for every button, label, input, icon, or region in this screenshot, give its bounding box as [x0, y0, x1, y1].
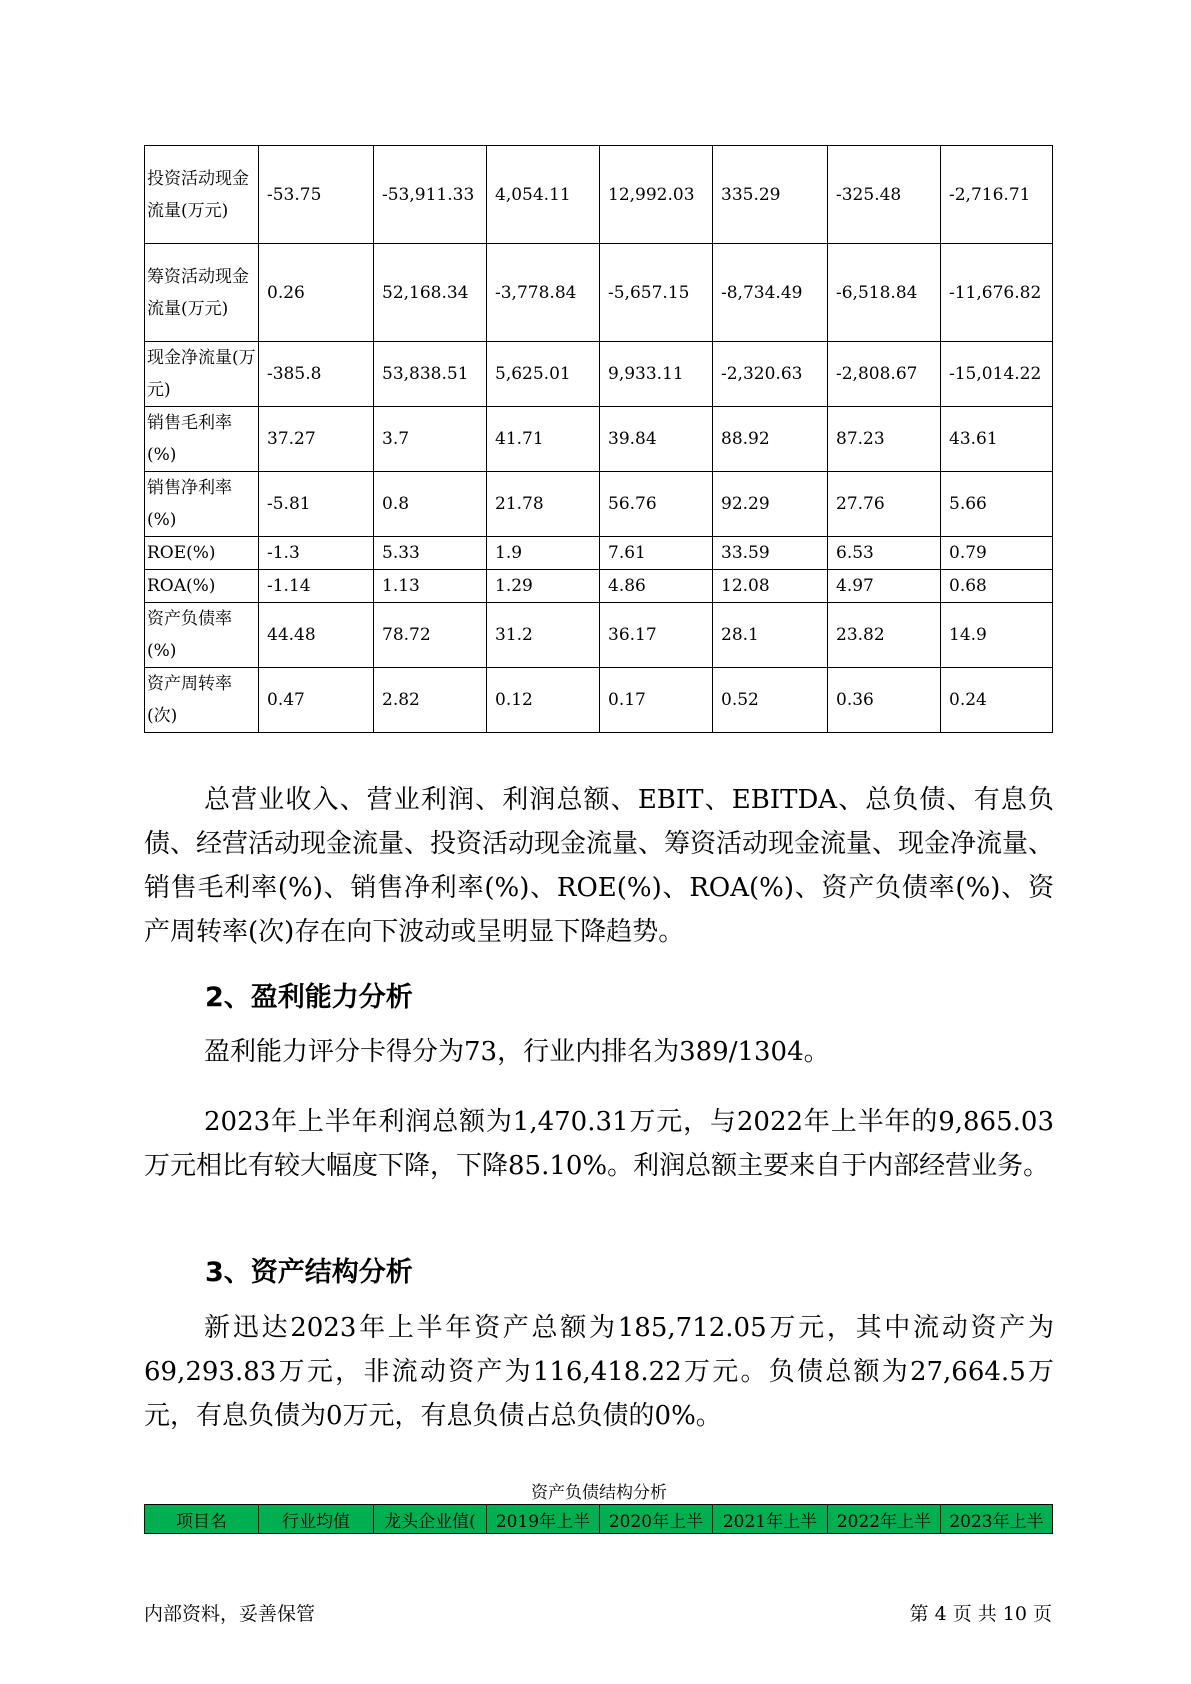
- table-row: [145, 146, 1053, 244]
- cell: -53,911.33: [374, 146, 487, 244]
- cell: -5.81: [259, 472, 374, 537]
- profit-total-paragraph: 2023年上半年利润总额为1,470.31万元，与2022年上半年的9,865.03万元相比有较大幅度下降，下降85.10%。利润总额主要来自于内部经营业务。: [144, 1107, 1054, 1181]
- table-row: [145, 472, 1053, 537]
- table-row: [145, 407, 1053, 472]
- cell: 78.72: [374, 603, 487, 668]
- trend-paragraph: 总营业收入、营业利润、利润总额、EBIT、EBITDA、总负债、有息负债、经营活动现金流量、投资活动现金流量、筹资活动现金流量、现金净流量、销售毛利率(%)、销售净利率(%)、ROE(%)、ROA(%)、资产负债率(%)、资产周转率(次)存在向下波动或呈明显下降趋势。: [144, 785, 1055, 947]
- column-header: 2021年上半: [713, 1505, 828, 1534]
- column-header: 龙头企业值(: [374, 1505, 487, 1534]
- section-heading-asset-structure: 3、资产结构分析: [205, 1257, 413, 1288]
- financial-indicators-table: [144, 145, 1053, 733]
- row-label: 资产负债率(%): [145, 603, 259, 668]
- row-label: 筹资活动现金流量(万元): [145, 244, 259, 342]
- cell: 335.29: [713, 146, 828, 244]
- row-label: ROA(%): [145, 570, 259, 603]
- table-row: [145, 603, 1053, 668]
- cell: -5,657.15: [600, 244, 713, 342]
- cell: -2,716.71: [941, 146, 1053, 244]
- cell: 1.9: [487, 537, 600, 570]
- cell: -2,808.67: [828, 342, 941, 407]
- cell: 33.59: [713, 537, 828, 570]
- row-label: 资产周转率(次): [145, 668, 259, 733]
- table-header-row: [145, 1505, 1053, 1534]
- cell: 31.2: [487, 603, 600, 668]
- cell: 9,933.11: [600, 342, 713, 407]
- cell: -3,778.84: [487, 244, 600, 342]
- cell: 41.71: [487, 407, 600, 472]
- row-label: 销售净利率(%): [145, 472, 259, 537]
- table-row: [145, 570, 1053, 603]
- cell: 0.26: [259, 244, 374, 342]
- column-header: 2020年上半: [600, 1505, 713, 1534]
- column-header: 2023年上半: [941, 1505, 1053, 1534]
- section-heading-profitability: 2、盈利能力分析: [205, 982, 413, 1013]
- cell: 12,992.03: [600, 146, 713, 244]
- cell: -1.14: [259, 570, 374, 603]
- cell: 44.48: [259, 603, 374, 668]
- cell: 53,838.51: [374, 342, 487, 407]
- cell: 87.23: [828, 407, 941, 472]
- cell: 23.82: [828, 603, 941, 668]
- cell: 0.79: [941, 537, 1053, 570]
- cell: -8,734.49: [713, 244, 828, 342]
- cell: 4,054.11: [487, 146, 600, 244]
- table-row: [145, 537, 1053, 570]
- row-label: ROE(%): [145, 537, 259, 570]
- cell: 1.13: [374, 570, 487, 603]
- cell: 14.9: [941, 603, 1053, 668]
- cell: 0.8: [374, 472, 487, 537]
- cell: 0.68: [941, 570, 1053, 603]
- cell: 56.76: [600, 472, 713, 537]
- cell: 36.17: [600, 603, 713, 668]
- cell: 0.17: [600, 668, 713, 733]
- table-caption: 资产负债结构分析: [531, 1483, 667, 1503]
- cell: 0.36: [828, 668, 941, 733]
- column-header: 2019年上半: [487, 1505, 600, 1534]
- cell: 4.86: [600, 570, 713, 603]
- row-label: 投资活动现金流量(万元): [145, 146, 259, 244]
- cell: 0.47: [259, 668, 374, 733]
- cell: 7.61: [600, 537, 713, 570]
- cell: 21.78: [487, 472, 600, 537]
- cell: -6,518.84: [828, 244, 941, 342]
- cell: 28.1: [713, 603, 828, 668]
- cell: 27.76: [828, 472, 941, 537]
- footer-page-number: 第 4 页 共 10 页: [909, 1603, 1052, 1625]
- cell: -1.3: [259, 537, 374, 570]
- table-row: [145, 342, 1053, 407]
- balance-sheet-structure-table: [144, 1504, 1053, 1534]
- table-row: [145, 244, 1053, 342]
- cell: 5,625.01: [487, 342, 600, 407]
- cell: 4.97: [828, 570, 941, 603]
- cell: 43.61: [941, 407, 1053, 472]
- cell: 92.29: [713, 472, 828, 537]
- cell: 39.84: [600, 407, 713, 472]
- cell: 0.24: [941, 668, 1053, 733]
- cell: 12.08: [713, 570, 828, 603]
- footer-confidential-note: 内部资料，妥善保管: [144, 1603, 316, 1625]
- row-label: 现金净流量(万元): [145, 342, 259, 407]
- cell: 2.82: [374, 668, 487, 733]
- profit-score-paragraph: 盈利能力评分卡得分为73，行业内排名为389/1304。: [204, 1037, 830, 1067]
- cell: 3.7: [374, 407, 487, 472]
- cell: 1.29: [487, 570, 600, 603]
- cell: -53.75: [259, 146, 374, 244]
- cell: 6.53: [828, 537, 941, 570]
- column-header: 行业均值: [259, 1505, 374, 1534]
- cell: 5.66: [941, 472, 1053, 537]
- cell: -15,014.22: [941, 342, 1053, 407]
- asset-structure-paragraph: 新迅达2023年上半年资产总额为185,712.05万元，其中流动资产为69,293.83万元，非流动资产为116,418.22万元。负债总额为27,664.5万元，有息负债为0万元，有息负债占总负债的0%。: [144, 1313, 1054, 1431]
- cell: 88.92: [713, 407, 828, 472]
- table-row: [145, 668, 1053, 733]
- cell: -2,320.63: [713, 342, 828, 407]
- cell: -385.8: [259, 342, 374, 407]
- cell: 37.27: [259, 407, 374, 472]
- row-label: 销售毛利率(%): [145, 407, 259, 472]
- cell: -11,676.82: [941, 244, 1053, 342]
- column-header: 项目名: [145, 1505, 259, 1534]
- cell: 0.12: [487, 668, 600, 733]
- cell: 0.52: [713, 668, 828, 733]
- cell: 5.33: [374, 537, 487, 570]
- cell: 52,168.34: [374, 244, 487, 342]
- cell: -325.48: [828, 146, 941, 244]
- column-header: 2022年上半: [828, 1505, 941, 1534]
